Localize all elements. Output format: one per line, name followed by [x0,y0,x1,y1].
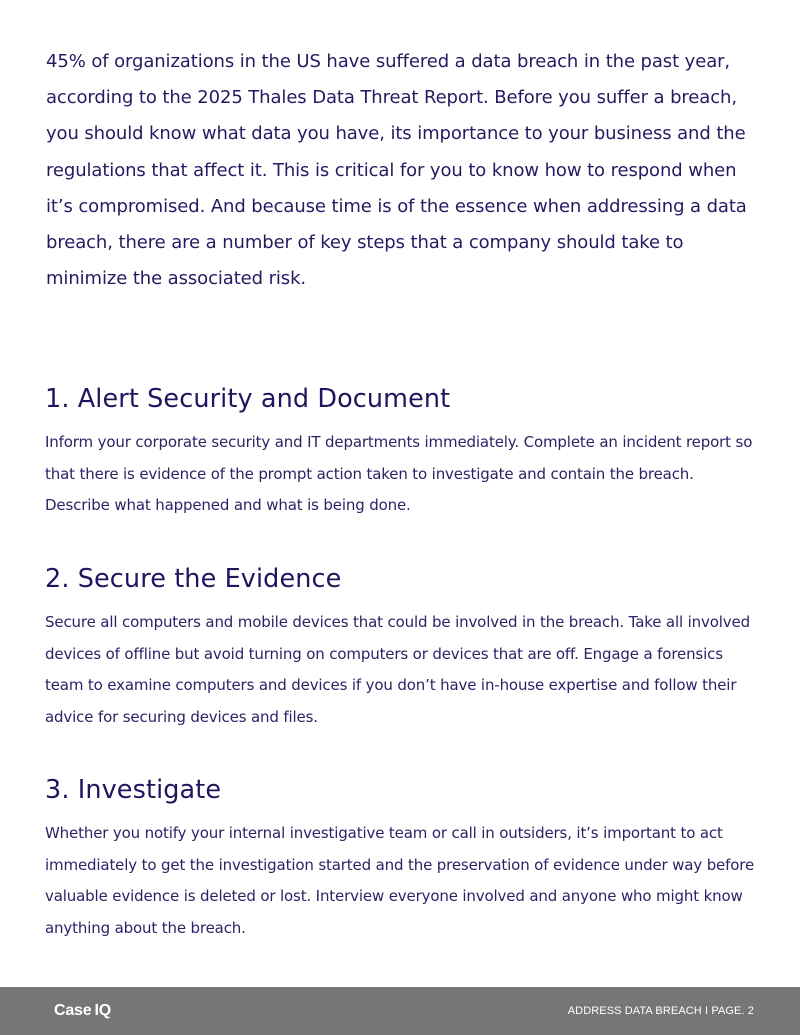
section-body: Secure all computers and mobile devices that could be involved in the breach. Take all involved devices of offline but avoid turning on computers or devices that are off. Engage a forensics team to examine computers and devices if you don’t have in-house expertise and follow their advice for securing devices and files. [45,613,750,726]
section-heading: 1. Alert Security and Document [45,384,451,414]
section-body: Whether you notify your internal investigative team or call in outsiders, it’s important to act immediately to get the investigation started and the preservation of evidence under way before valuable evidence is deleted or lost. Interview everyone involved and anyone who might know anything about the breach. [45,824,755,937]
section-investigate [45,773,757,944]
logo-word: Case [54,1002,92,1019]
section-alert-security [45,382,757,522]
page-number-label: ADDRESS DATA BREACH I PAGE. 2 [567,1005,754,1017]
case-iq-logo [54,1000,111,1022]
logo-suffix: IQ [94,1002,111,1019]
section-body: Inform your corporate security and IT departments immediately. Complete an incident report so that there is evidence of the prompt action taken to investigate and contain the breach. Describe what happened and what is being done. [45,433,753,514]
page-footer [0,987,800,1035]
section-heading: 2. Secure the Evidence [45,564,342,594]
section-secure-evidence [45,562,757,733]
section-heading: 3. Investigate [45,775,222,805]
intro-paragraph: 45% of organizations in the US have suffered a data breach in the past year, according to the 2025 Thales Data Threat Report. Before you suffer a breach, you should know what data you have, its importance to your business and the regulations that affect it. This is critical for you to know how to respond when it’s compromised. And because time is of the essence when addressing a data breach, there are a number of key steps that a company should take to minimize the associated risk. [46,51,747,290]
